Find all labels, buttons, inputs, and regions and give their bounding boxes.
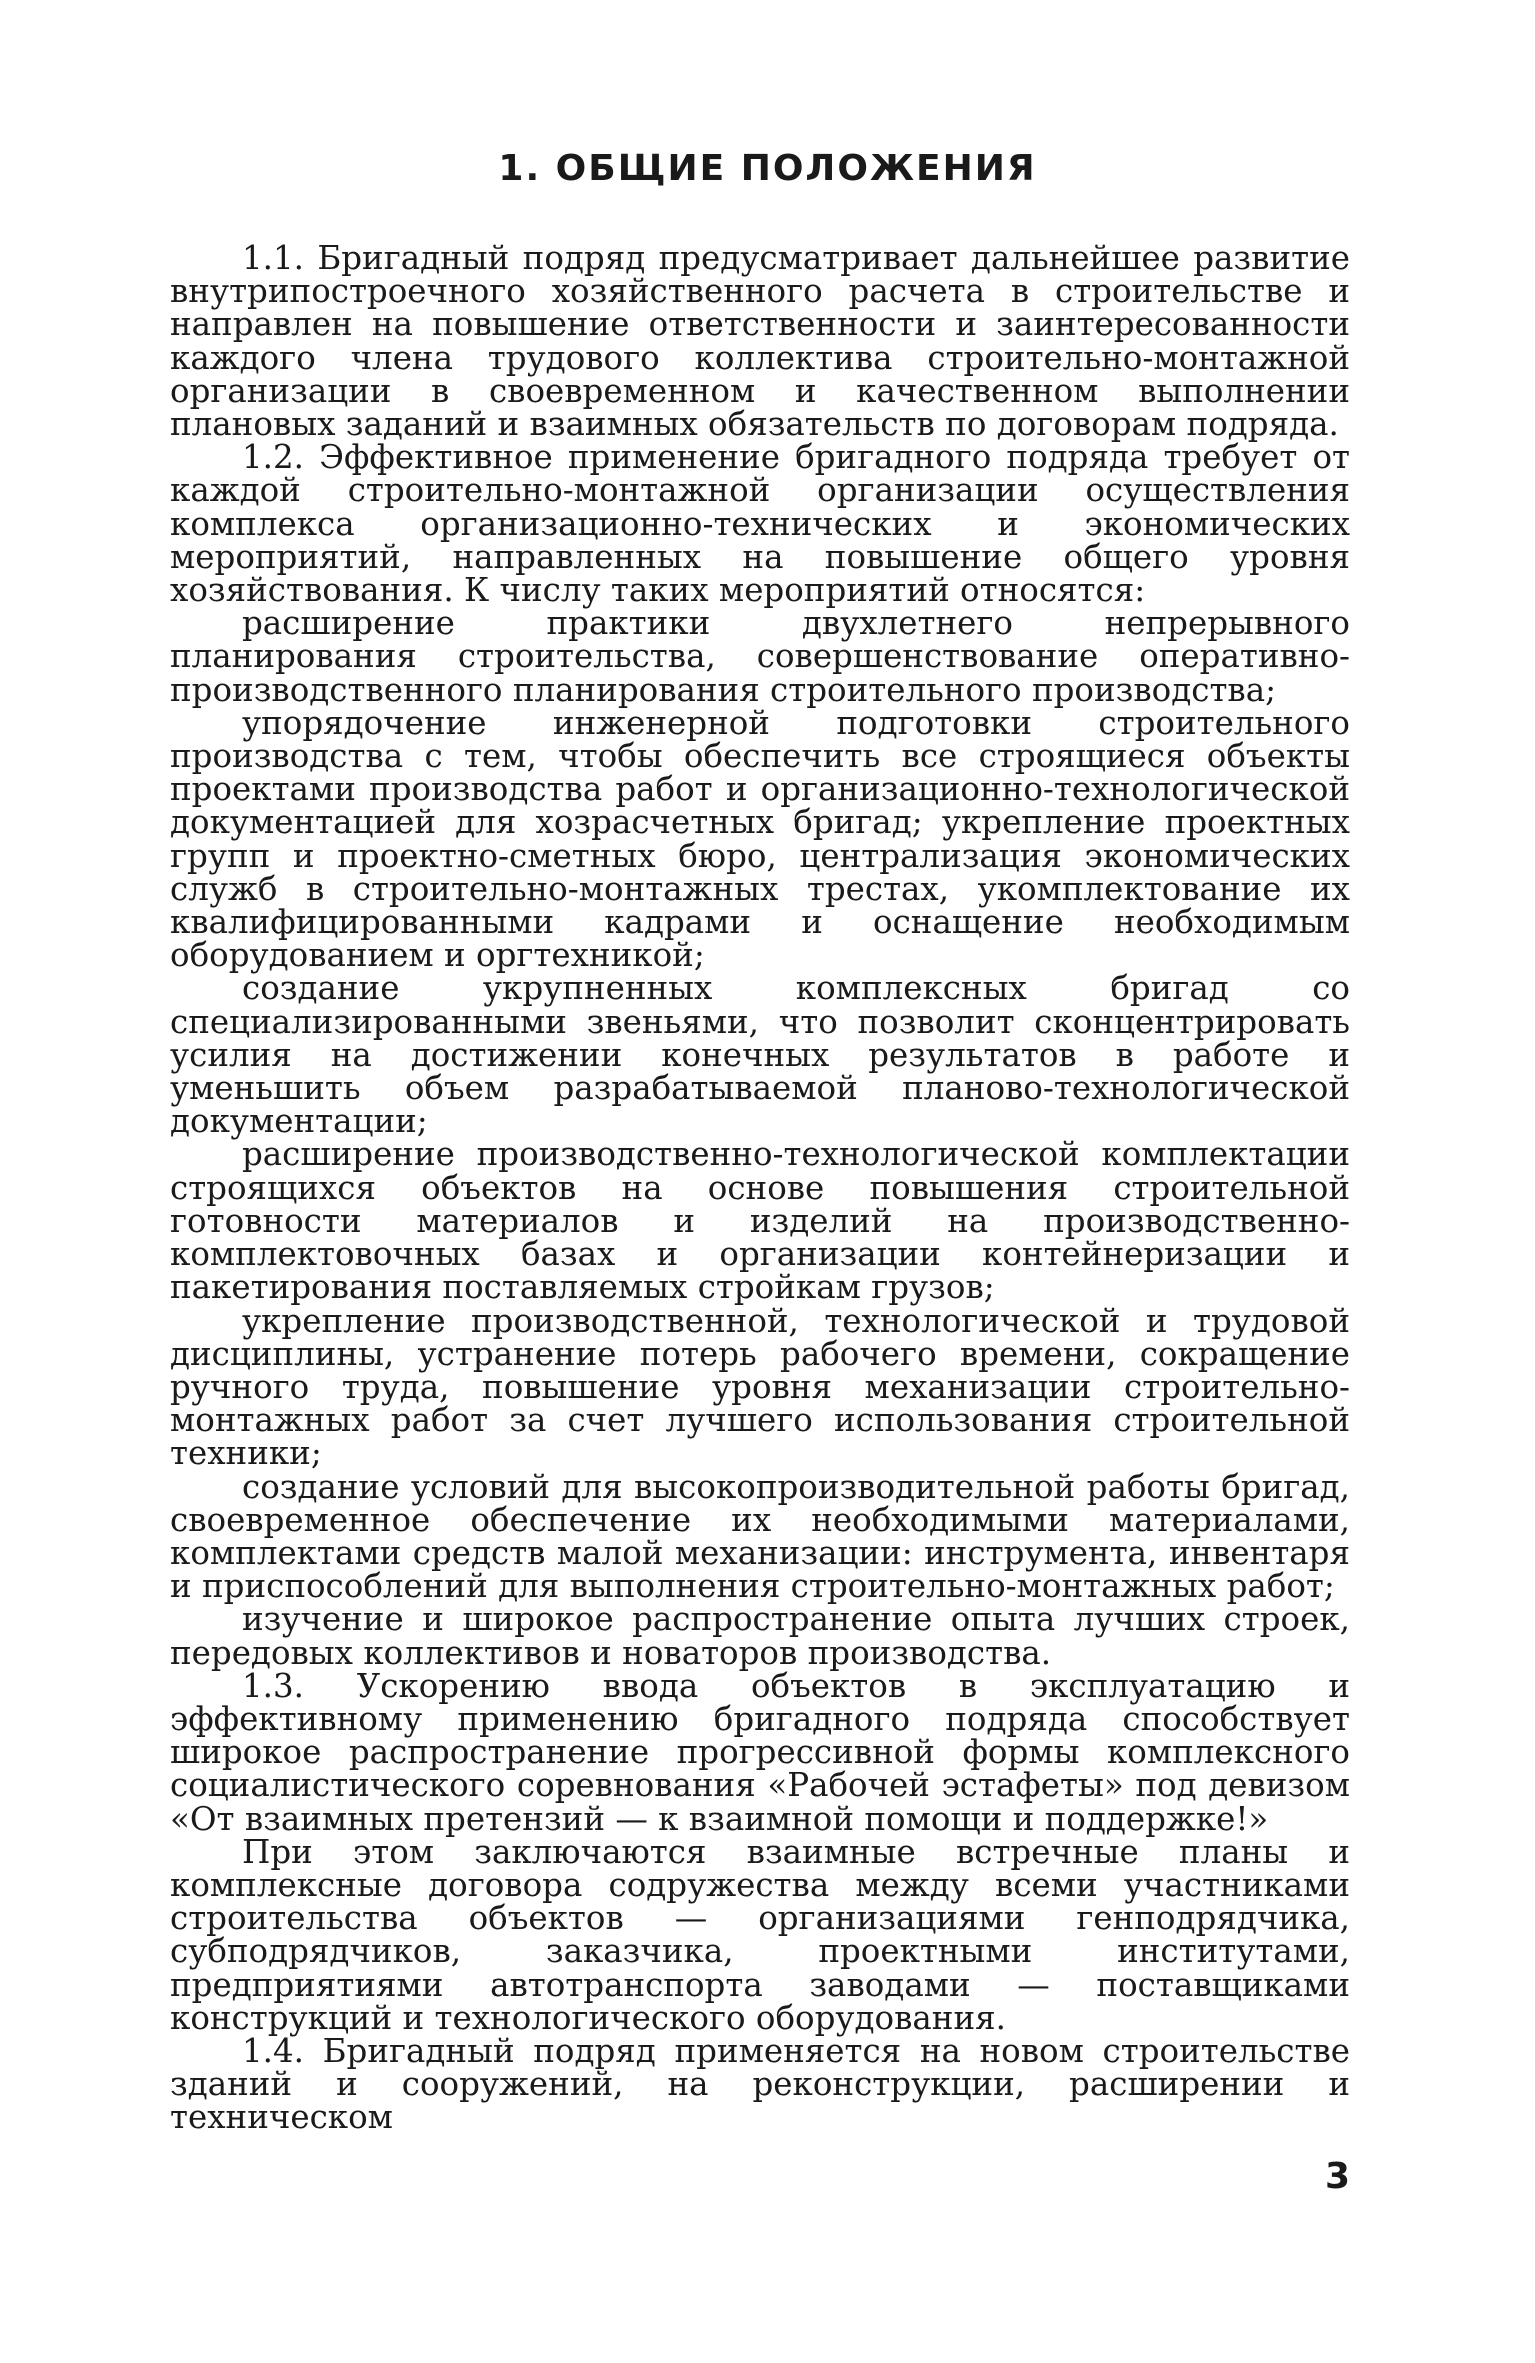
paragraph-1-1: 1.1. Бригадный подряд предусматривает дальнейшее развитие внутрипостроечного хозяйственного расчета в строительстве и направлен на повышение ответственности и заинтересованности каждого члена трудового коллектива строительно-монтажной организации в своевременном и качественном выполнении плановых заданий и взаимных обязательств по договорам подряда.: [170, 239, 1350, 444]
paragraph-experience: изучение и широкое распространение опыта лучших строек, передовых коллективов и новаторов производства.: [170, 1600, 1350, 1672]
paragraph-engineering: упорядочение инженерной подготовки строительного производства с тем, чтобы обеспечить все строящиеся объекты проектами производства работ и организационно-технологической документацией для хозрасчетных бригад; укрепление проектных групп и проектно-сметных бюро, централизация экономических служб в строительно-монтажных трестах, укомплектование их квалифицированными кадрами и оснащение необходимым оборудованием и оргтехникой;: [170, 703, 1350, 975]
page-number: 3: [1324, 2156, 1350, 2197]
paragraph-1-2: 1.2. Эффективное применение бригадного подряда требует от каждой строительно-монтажной организации осуществления комплекса организационно-технических и экономических мероприятий, направленных на повышение общего уровня хозяйствования. К числу таких мероприятий относятся:: [170, 438, 1350, 610]
paragraph-1-4: 1.4. Бригадный подряд применяется на новом строительстве зданий и сооружений, на реконструкции, расширении и техническом: [170, 2031, 1350, 2137]
section-heading: 1. ОБЩИЕ ПОЛОЖЕНИЯ: [498, 148, 1037, 189]
paragraph-discipline: укрепление производственной, технологической и трудовой дисциплины, устранение потерь рабочего времени, сокращение ручного труда, повышение уровня механизации строительно-монтажных работ за счет лучшего использования строительной техники;: [170, 1301, 1350, 1473]
paragraph-supply: расширение производственно-технологической комплектации строящихся объектов на основе повышения строительной готовности материалов и изделий на производственно-комплектовочных базах и организации контейнеризации и пакетирования поставляемых стройкам грузов;: [170, 1135, 1350, 1307]
paragraph-conditions: создание условий для высокопроизводительной работы бригад, своевременное обеспечение их необходимыми материалами, комплектами средств малой механизации: инструмента, инвентаря и приспособлений для выполнения строительно-монтажных работ;: [170, 1467, 1350, 1606]
paragraph-1-3: 1.3. Ускорению ввода объектов в эксплуатацию и эффективному применению бригадного подряда способствует широкое распространение прогрессивной формы комплексного социалистического соревнования «Рабочей эстафеты» под девизом «От взаимных претензий — к взаимной помощи и поддержке!»: [170, 1666, 1350, 1838]
paragraph-contracts: При этом заключаются взаимные встречные планы и комплексные договора содружества между всеми участниками строительства объектов — организациями генподрядчика, субподрядчиков, заказчика, проектными институтами, предприятиями автотранспорта заводами — поставщиками конструкций и технологического оборудования.: [170, 1832, 1350, 2037]
paragraph-brigades: создание укрупненных комплексных бригад со специализированными звеньями, что позволит сконцентрировать усилия на достижении конечных результатов в работе и уменьшить объем разрабатываемой планово-технологической документации;: [170, 969, 1350, 1141]
paragraph-planning: расширение практики двухлетнего непрерывного планирования строительства, совершенствование оперативно-производственного планирования строительного производства;: [170, 604, 1350, 709]
body-text: [170, 239, 1350, 2137]
